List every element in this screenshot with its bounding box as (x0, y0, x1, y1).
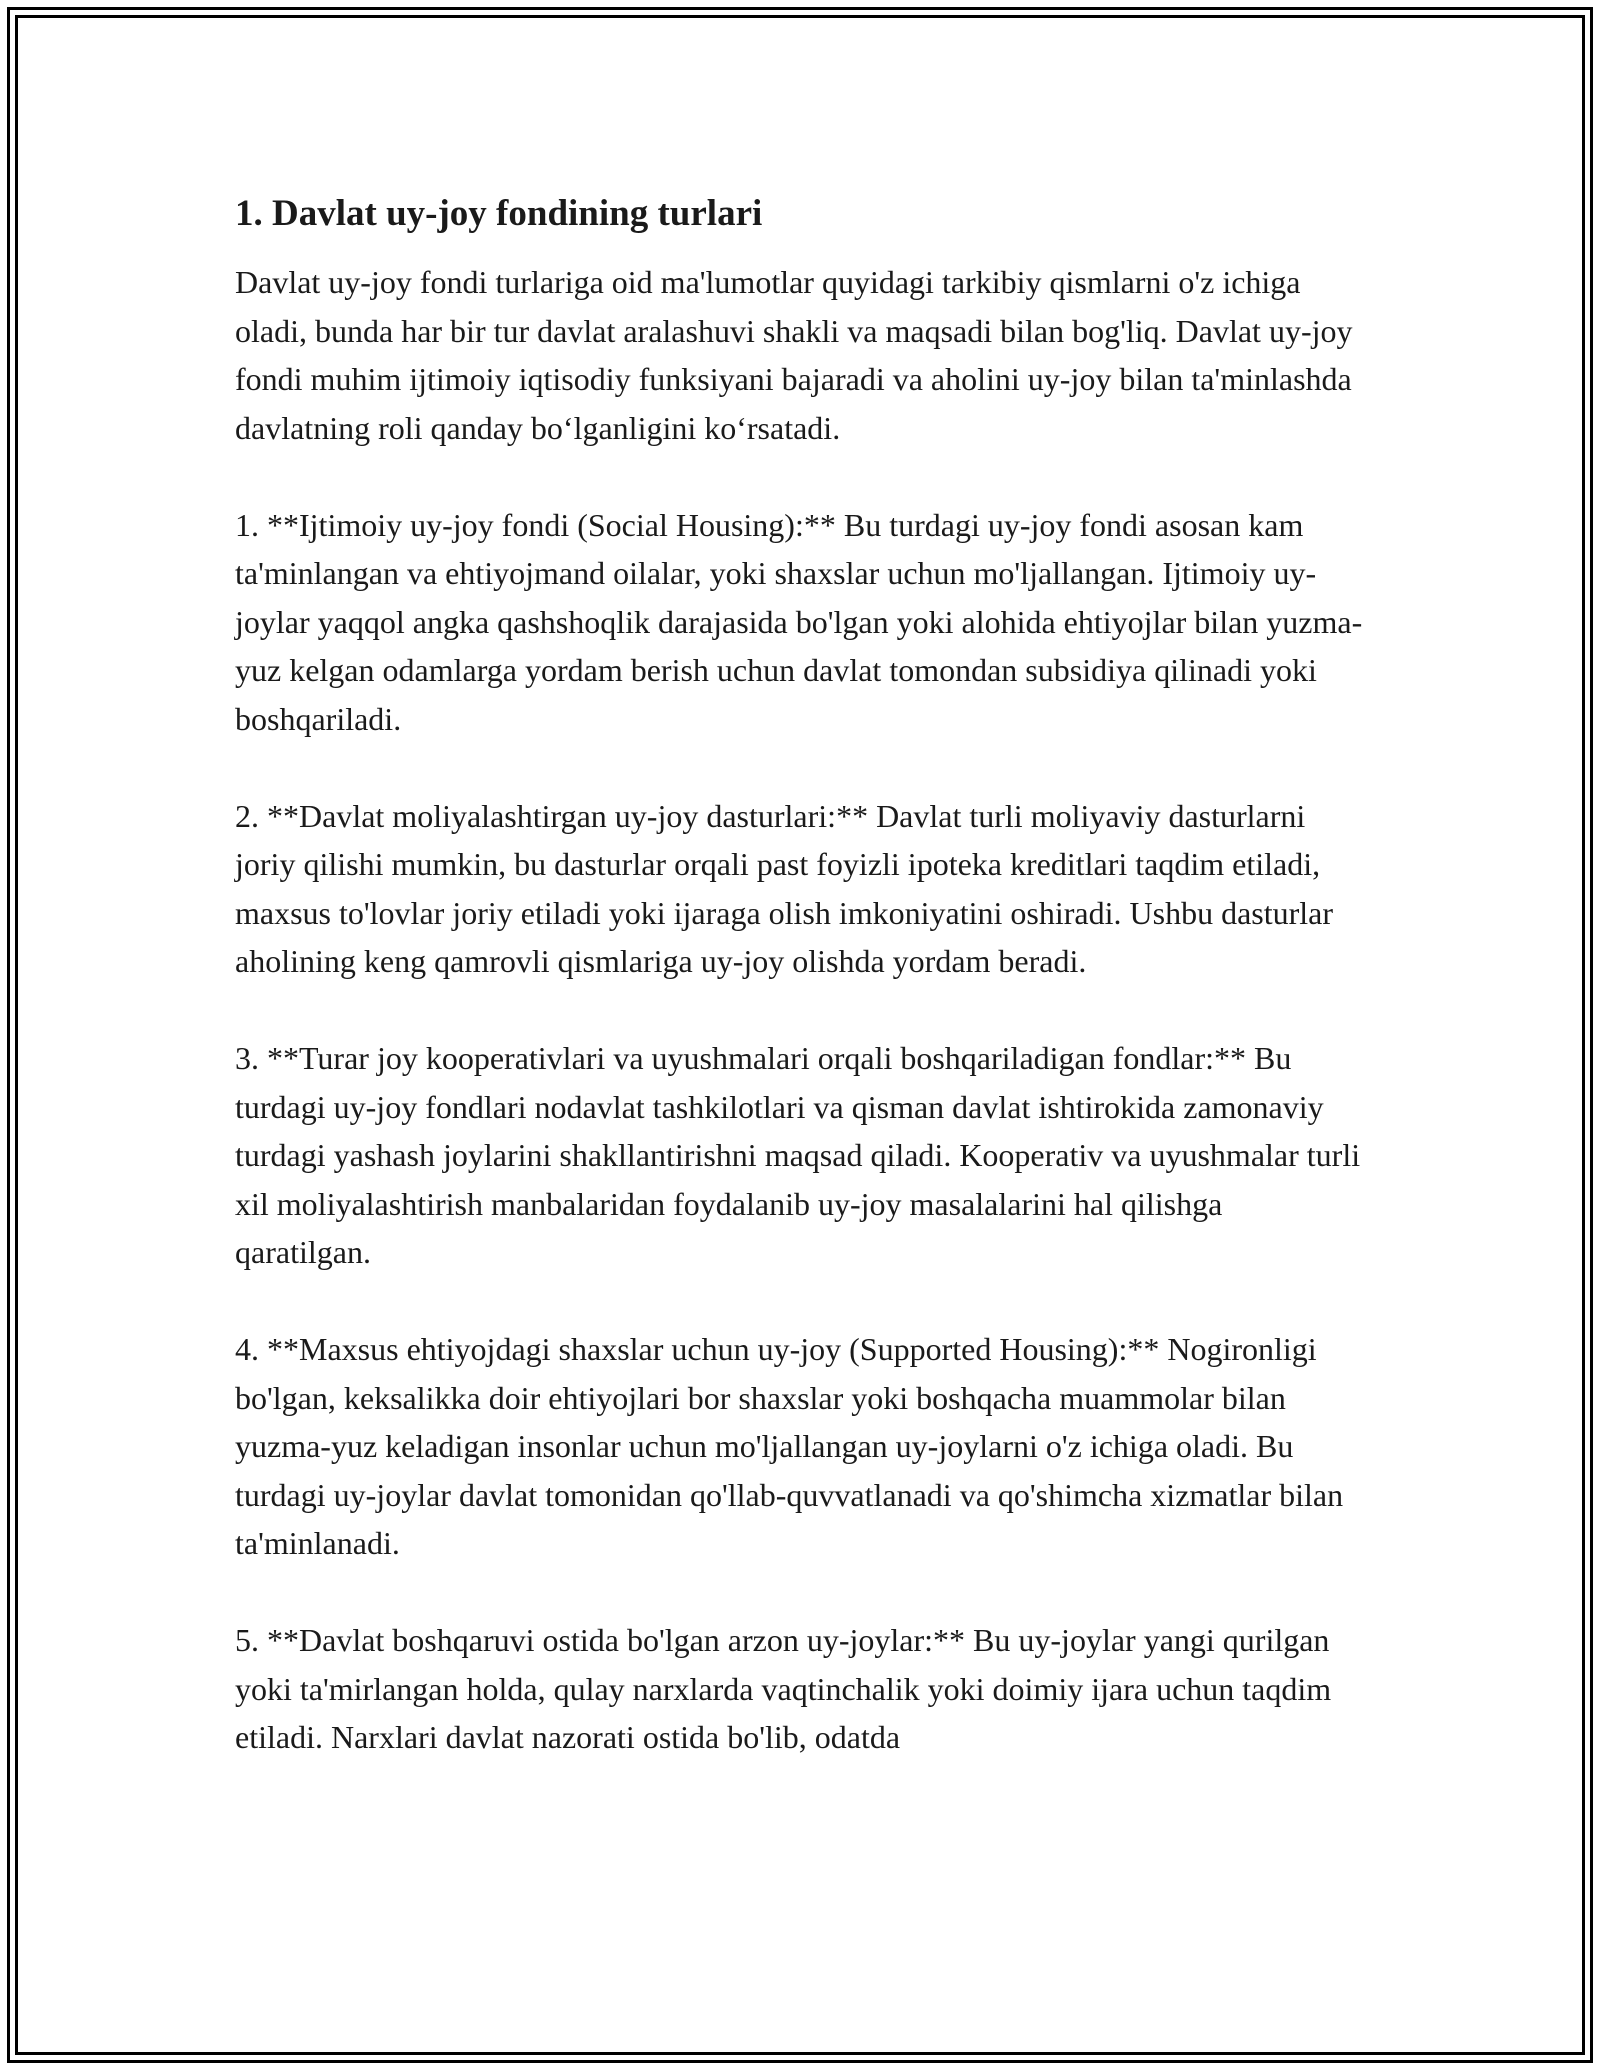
list-item-supported-housing: 4. **Maxsus ehtiyojdagi shaxslar uchun uy-joy (Supported Housing):** Nogironligi bo'lgan, keksalikka doir ehtiyojlari bor shaxslar yoki boshqacha muammolar bilan yuzma-yuz keladigan insonlar uchun mo'ljallangan uy-joylarni o'z ichiga oladi. Bu turdagi uy-joylar davlat tomonidan qo'llab-quvvatlanadi va qo'shimcha xizmatlar bilan ta'minlanadi. (235, 1331, 1344, 1561)
intro-paragraph: Davlat uy-joy fondi turlariga oid ma'lumotlar quyidagi tarkibiy qismlarni o'z ichiga oladi, bunda har bir tur davlat aralashuvi shakli va maqsadi bilan bog'liq. Davlat uy-joy fondi muhim ijtimoiy iqtisodiy funksiyani bajaradi va aholini uy-joy bilan ta'minlashda davlatning roli qanday bo‘lganligini ko‘rsatadi. (235, 264, 1353, 446)
list-item-affordable-housing: 5. **Davlat boshqaruvi ostida bo'lgan arzon uy-joylar:** Bu uy-joylar yangi qurilgan yoki ta'mirlangan holda, qulay narxlarda vaqtinchalik yoki doimiy ijara uchun taqdim etiladi. Narxlari davlat nazorati ostida bo'lib, odatda (235, 1622, 1332, 1755)
list-item-cooperatives: 3. **Turar joy kooperativlari va uyushmalari orqali boshqariladigan fondlar:** Bu turdagi uy-joy fondlari nodavlat tashkilotlari va qisman davlat ishtirokida zamonaviy turdagi yashash joylarini shakllantirishni maqsad qiladi. Kooperativ va uyushmalar turli xil moliyalashtirish manbalaridan foydalanib uy-joy masalalarini hal qilishga qaratilgan. (235, 1040, 1361, 1270)
list-item-state-financed-programs: 2. **Davlat moliyalashtirgan uy-joy dasturlari:** Davlat turli moliyaviy dasturlarni joriy qilishi mumkin, bu dasturlar orqali past foyizli ipoteka kreditlari taqdim etiladi, maxsus to'lovlar joriy etiladi yoki ijaraga olish imkoniyatini oshiradi. Ushbu dasturlar aholining keng qamrovli qismlariga uy-joy olishda yordam beradi. (235, 797, 1334, 979)
list-item-social-housing: 1. **Ijtimoiy uy-joy fondi (Social Housing):** Bu turdagi uy-joy fondi asosan kam ta'minlangan va ehtiyojmand oilalar, yoki shaxslar uchun mo'ljallangan. Ijtimoiy uy-joylar yaqqol angka qashshoqlik darajasida bo'lgan yoki alohida ehtiyojlar bilan yuzma-yuz kelgan odamlarga yordam berish uchun davlat tomondan subsidiya qilinadi yoki boshqariladi. (235, 506, 1363, 737)
document-body (235, 190, 1365, 1810)
section-heading: 1. Davlat uy-joy fondining turlari (235, 193, 763, 234)
